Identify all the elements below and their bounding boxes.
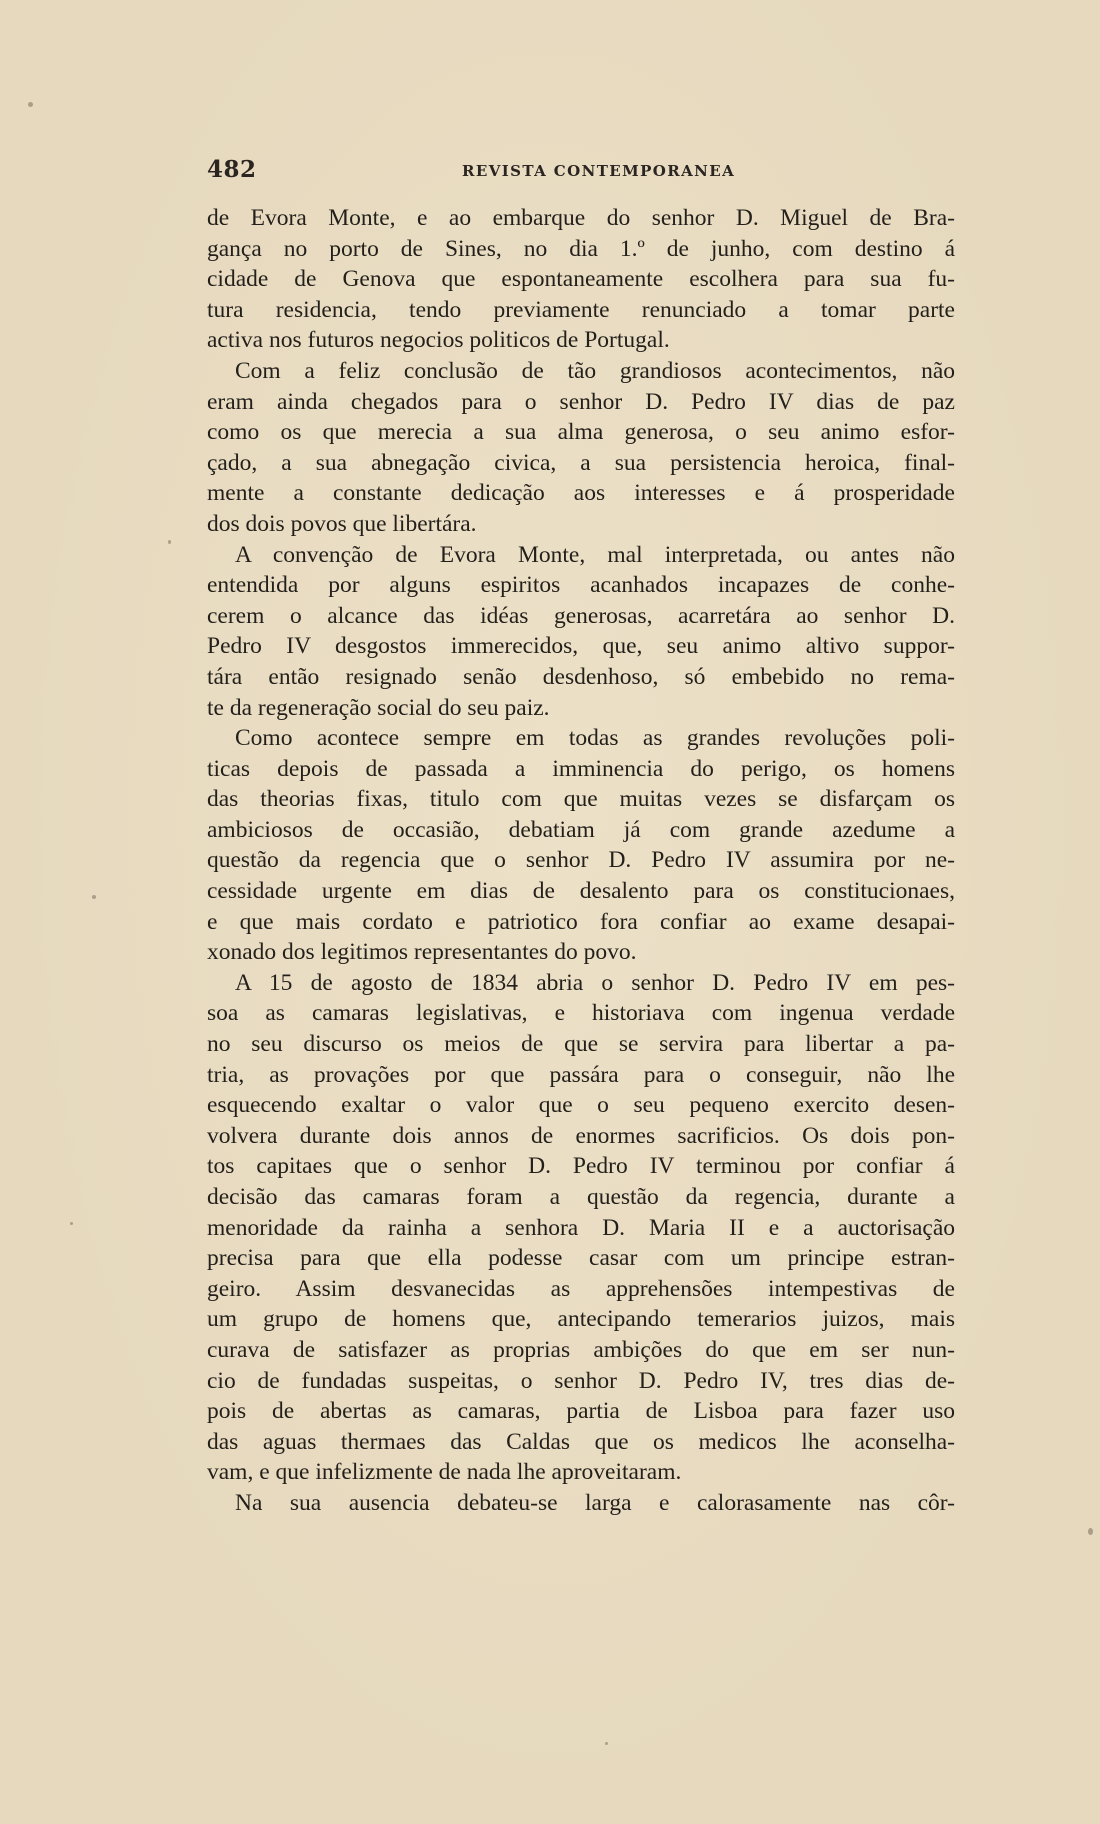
text-line: çado, a sua abnegação civica, a sua persistencia heroica, final- <box>207 449 955 476</box>
text-line: ticas depois de passada a imminencia do perigo, os homens <box>207 755 955 782</box>
text-line: das theorias fixas, titulo com que muitas vezes se disfarçam os <box>207 786 955 813</box>
page-header <box>207 156 955 186</box>
text-line: cidade de Genova que espontaneamente escolhera para sua fu- <box>207 266 955 293</box>
text-line: A convenção de Evora Monte, mal interpretada, ou antes não <box>235 541 955 568</box>
text-line: das aguas thermaes das Caldas que os medicos lhe aconselha- <box>207 1428 955 1455</box>
paper-speck <box>70 1222 73 1225</box>
text-line: e que mais cordato e patriotico fora confiar ao exame desapai- <box>207 908 955 935</box>
paper-speck <box>605 1742 608 1745</box>
text-line: como os que merecia a sua alma generosa, o seu animo esfor- <box>207 419 955 446</box>
paper-speck <box>28 102 33 107</box>
text-line: gança no porto de Sines, no dia 1.º de junho, com destino á <box>207 235 955 262</box>
text-line: soa as camaras legislativas, e historiava com ingenua verdade <box>207 1000 955 1027</box>
text-line: questão da regencia que o senhor D. Pedro IV assumira por ne- <box>207 847 955 874</box>
text-line: cerem o alcance das idéas generosas, acarretára ao senhor D. <box>207 602 955 629</box>
paper-speck <box>92 895 96 899</box>
text-line: cessidade urgente em dias de desalento para os constitucionaes, <box>207 878 955 905</box>
text-line: mente a constante dedicação aos interesses e á prosperidade <box>207 480 955 507</box>
text-line: eram ainda chegados para o senhor D. Pedro IV dias de paz <box>207 388 955 415</box>
text-line: decisão das camaras foram a questão da regencia, durante a <box>207 1184 955 1210</box>
text-line: te da regeneração social do seu paiz. <box>207 694 550 721</box>
text-line: pois de abertas as camaras, partia de Lisboa para fazer uso <box>207 1398 955 1425</box>
paper-speck <box>1088 1528 1093 1535</box>
text-line: activa nos futuros negocios politicos de Portugal. <box>207 327 670 354</box>
text-line: cio de fundadas suspeitas, o senhor D. Pedro IV, tres dias de- <box>207 1367 955 1394</box>
text-line: volvera durante dois annos de enormes sacrificios. Os dois pon- <box>207 1122 955 1149</box>
text-line: menoridade da rainha a senhora D. Maria II e a auctorisação <box>207 1214 955 1241</box>
text-line: Com a feliz conclusão de tão grandiosos acontecimentos, não <box>235 357 955 384</box>
text-line: esquecendo exaltar o valor que o seu pequeno exercito desen- <box>207 1092 955 1119</box>
text-line: geiro. Assim desvanecidas as apprehensões intempestivas de <box>207 1275 955 1302</box>
text-line: tos capitaes que o senhor D. Pedro IV terminou por confiar á <box>207 1153 955 1180</box>
text-line: A 15 de agosto de 1834 abria o senhor D. Pedro IV em pes- <box>235 969 955 996</box>
text-line: entendida por alguns espiritos acanhados incapazes de conhe- <box>207 572 955 599</box>
text-line: no seu discurso os meios de que se servira para libertar a pa- <box>207 1031 955 1058</box>
text-line: Na sua ausencia debateu-se larga e calorasamente nas côr- <box>235 1489 955 1516</box>
paper-speck <box>168 540 171 544</box>
text-line: dos dois povos que libertára. <box>207 510 477 537</box>
body-text <box>207 203 955 1519</box>
text-line: tura residencia, tendo previamente renunciado a tomar parte <box>207 296 955 323</box>
text-line: de Evora Monte, e ao embarque do senhor D. Miguel de Bra- <box>207 205 955 231</box>
text-line: um grupo de homens que, antecipando temerarios juizos, mais <box>207 1306 955 1333</box>
text-line: Pedro IV desgostos immerecidos, que, seu animo altivo suppor- <box>207 633 955 660</box>
text-line: xonado dos legitimos representantes do povo. <box>207 939 637 966</box>
text-line: tára então resignado senão desdenhoso, só embebido no rema- <box>207 663 955 690</box>
text-line: vam, e que infelizmente de nada lhe aproveitaram. <box>207 1459 682 1486</box>
page-number: 482 <box>207 156 257 183</box>
running-title: REVISTA CONTEMPORANEA <box>462 162 736 180</box>
text-line: ambiciosos de occasião, debatiam já com grande azedume a <box>207 816 955 843</box>
text-line: tria, as provações por que passára para o conseguir, não lhe <box>207 1061 955 1088</box>
text-line: Como acontece sempre em todas as grandes revoluções poli- <box>235 725 955 752</box>
text-line: precisa para que ella podesse casar com um principe estran- <box>207 1245 955 1272</box>
text-line: curava de satisfazer as proprias ambições do que em ser nun- <box>207 1336 955 1363</box>
